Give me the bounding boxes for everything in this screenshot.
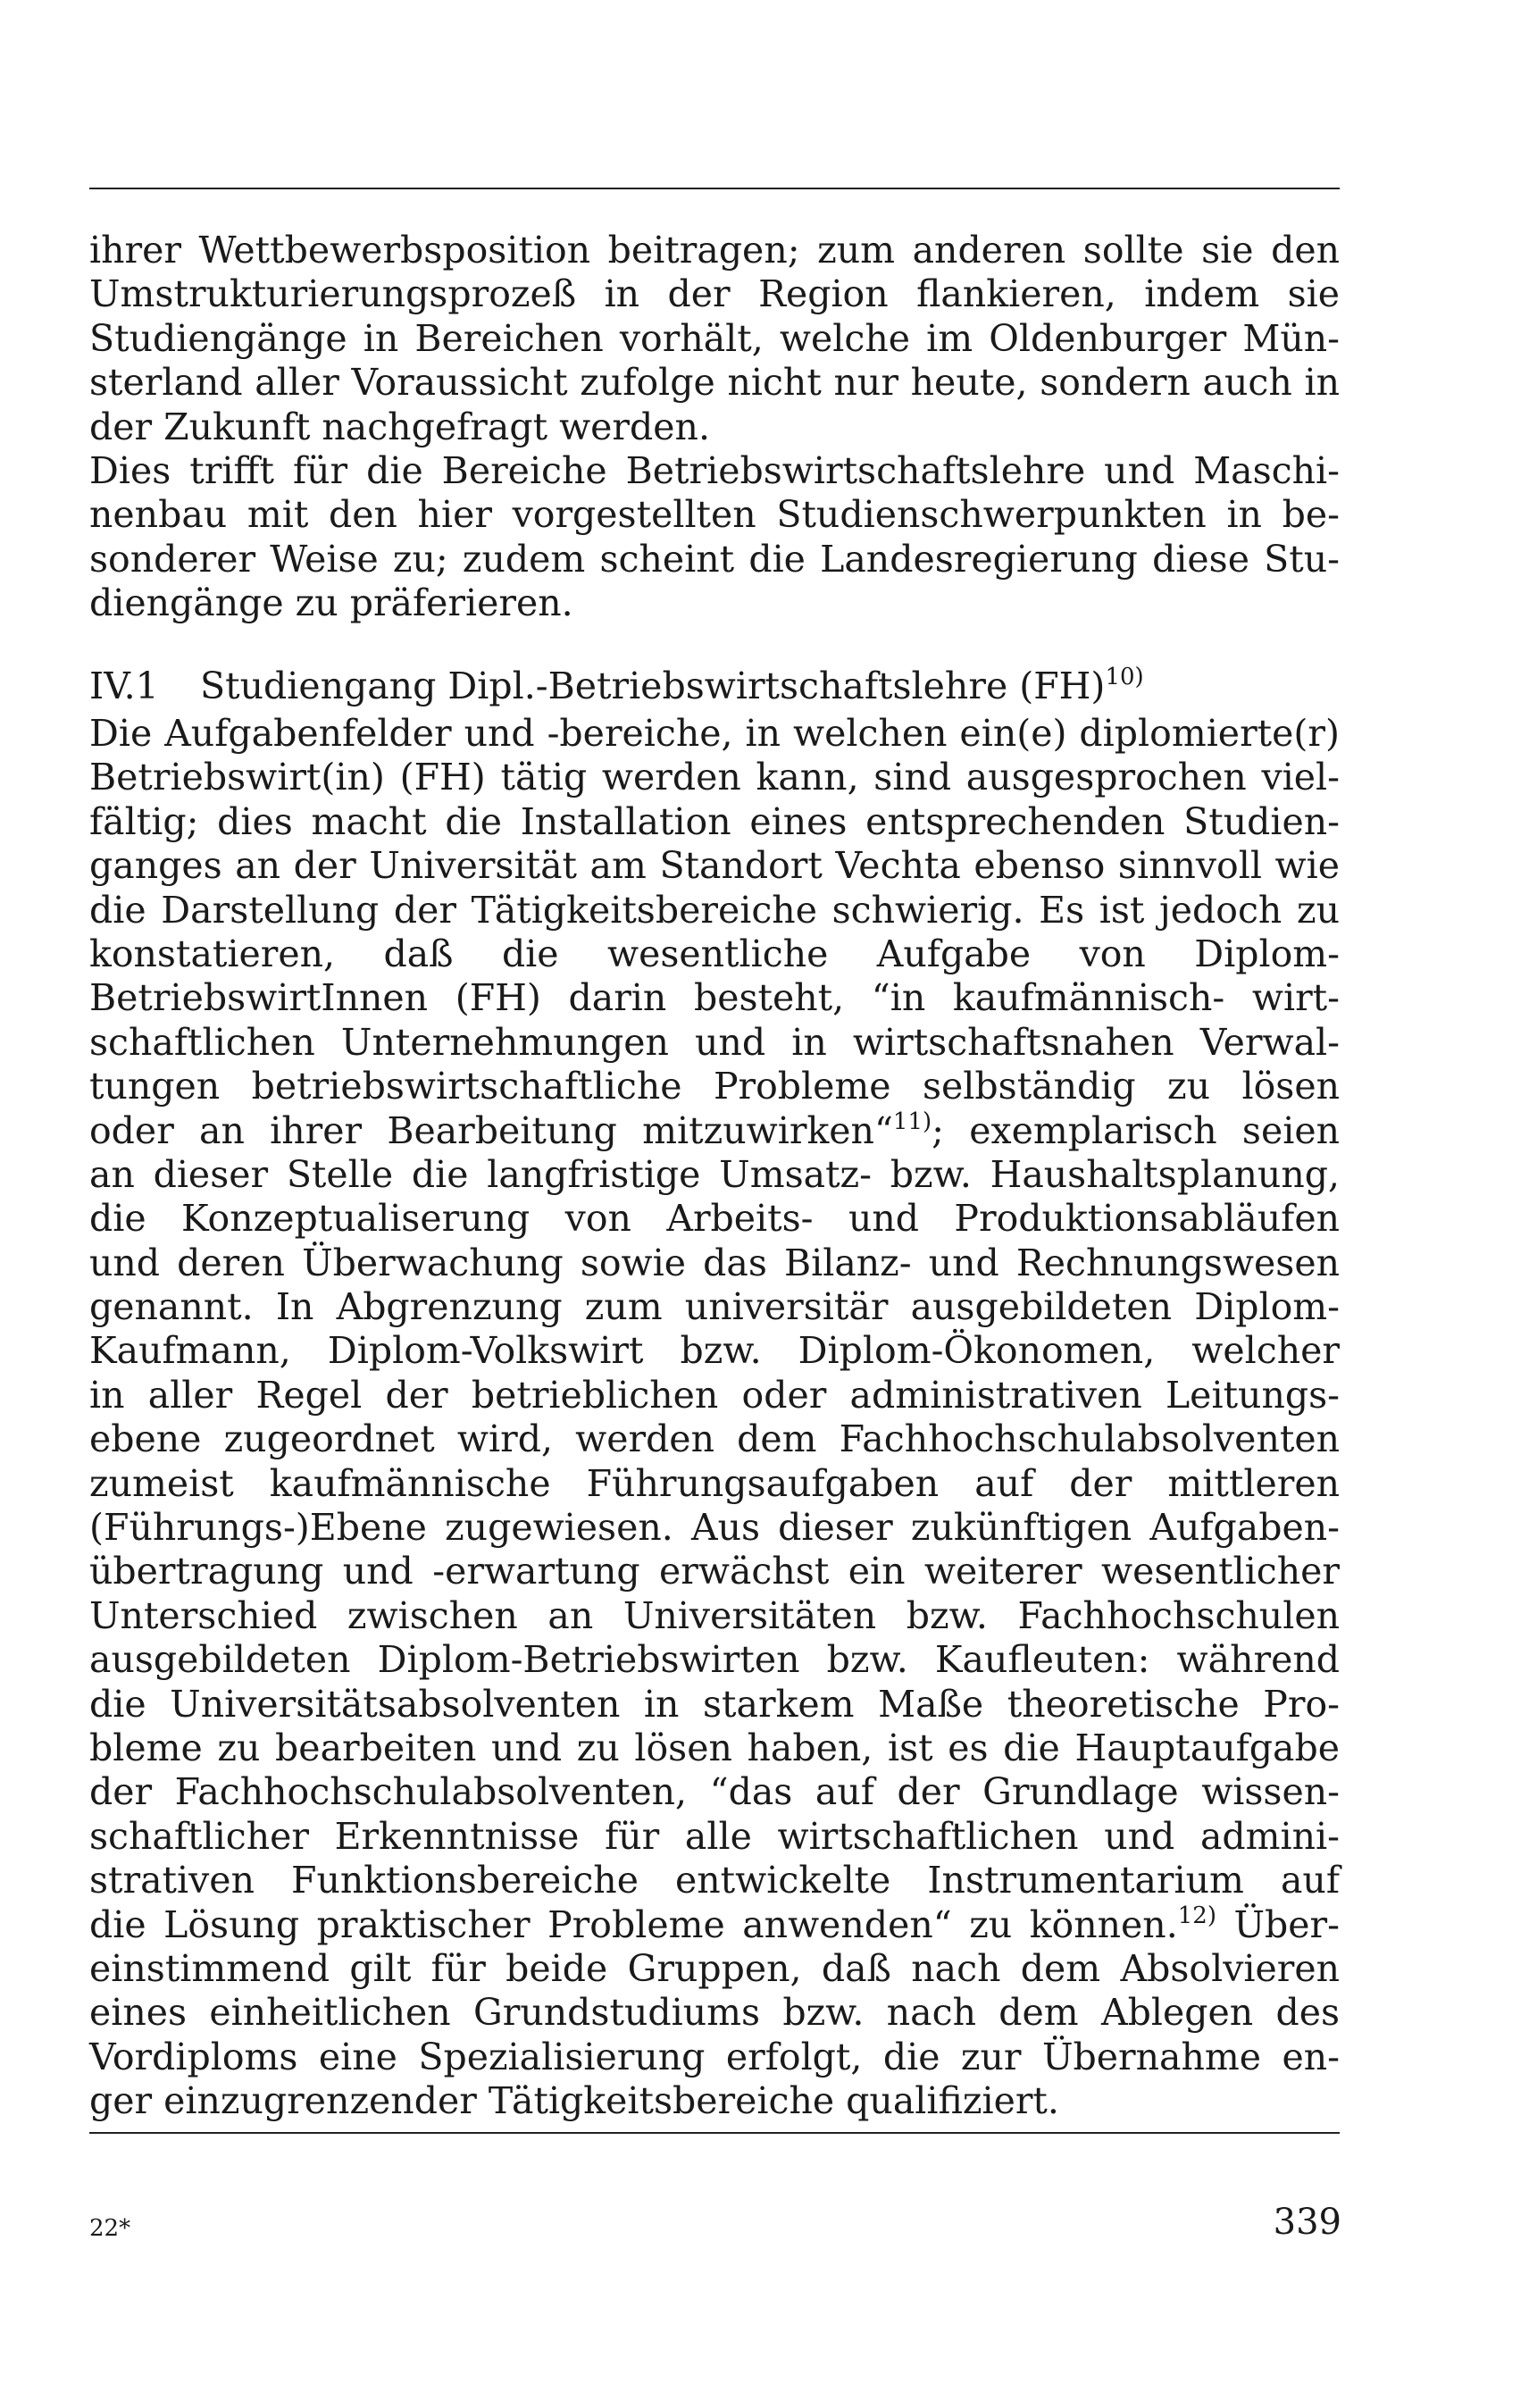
body-line: der Fachhochschulabsolventen, “das auf der Grundlage wissen- (89, 1770, 1340, 1814)
body-line: Kaufmann, Diplom-Volkswirt bzw. Diplom-Ökonomen, welcher (89, 1329, 1340, 1373)
body-line: genannt. In Abgrenzung zum universitär ausgebildeten Diplom- (89, 1285, 1340, 1329)
body-line: ganges an der Universität am Standort Vechta ebenso sinnvoll wie (89, 844, 1340, 888)
body-line: und deren Überwachung sowie das Bilanz- und Rechnungswesen (89, 1241, 1340, 1284)
body-line: Dies trifft für die Bereiche Betriebswirtschaftslehre und Maschi- (89, 448, 1340, 492)
body-line: nenbau mit den hier vorgestellten Studienschwerpunkten in be- (89, 493, 1340, 537)
section-heading (89, 661, 1340, 711)
body-line: Unterschied zwischen an Universitäten bzw. Fachhochschulen (89, 1593, 1340, 1637)
footnote-ref: 11) (892, 1108, 932, 1135)
body-line: Umstrukturierungsprozeß in der Region flankieren, indem sie (89, 272, 1340, 316)
body-line: die Universitätsabsolventen in starkem Maße theoretische Pro- (89, 1682, 1340, 1726)
body-line: Vordiploms eine Spezialisierung erfolgt, die zur Übernahme en- (89, 2035, 1340, 2078)
footnote-ref: 10) (1105, 664, 1144, 690)
top-rule (89, 188, 1340, 189)
body-line: ger einzugrenzender Tätigkeitsbereiche qualifiziert. (89, 2079, 1059, 2123)
body-text: die Lösung praktischer Probleme anwenden“ zu können. (89, 1902, 1178, 1946)
body-line (89, 1903, 1340, 1947)
body-line: die Darstellung der Tätigkeitsbereiche schwierig. Es ist jedoch zu (89, 888, 1340, 932)
body-line: schaftlichen Unternehmungen und in wirtschaftsnahen Verwal- (89, 1020, 1340, 1064)
footnote-ref: 12) (1177, 1902, 1216, 1929)
body-line: konstatieren, daß die wesentliche Aufgabe von Diplom- (89, 932, 1340, 975)
body-text: Über- (1216, 1902, 1340, 1946)
body-line: Studiengänge in Bereichen vorhält, welche im Oldenburger Mün- (89, 316, 1340, 360)
body-line (89, 1109, 1340, 1153)
body-line: ebene zugeordnet wird, werden dem Fachhochschulabsolventen (89, 1417, 1340, 1461)
body-line: an dieser Stelle die langfristige Umsatz- bzw. Haushaltsplanung, (89, 1152, 1340, 1196)
body-line: zumeist kaufmännische Führungsaufgaben auf der mittleren (89, 1461, 1340, 1505)
body-line: in aller Regel der betrieblichen oder administrativen Leitungs- (89, 1373, 1340, 1417)
body-line: ihrer Wettbewerbsposition beitragen; zum anderen sollte sie den (89, 229, 1340, 272)
body-line: schaftlicher Erkenntnisse für alle wirtschaftlichen und admini- (89, 1814, 1340, 1858)
section-title: Studiengang Dipl.-Betriebswirtschaftslehre (FH) (200, 665, 1106, 707)
body-line: diengänge zu präferieren. (89, 581, 573, 625)
page-number: 339 (1273, 2202, 1341, 2243)
body-text: ; exemplarisch seien (932, 1108, 1340, 1152)
body-line: (Führungs-)Ebene zugewiesen. Aus dieser zukünftigen Aufgaben- (89, 1506, 1340, 1550)
body-line: strativen Funktionsbereiche entwickelte Instrumentarium auf (89, 1859, 1340, 1902)
section-number: IV.1 (89, 665, 159, 707)
body-line: die Konzeptualiserung von Arbeits- und Produktionsabläufen (89, 1197, 1340, 1241)
section-body (89, 712, 1340, 2124)
body-line: Die Aufgabenfelder und -bereiche, in welchen ein(e) diplomierte(r) (89, 712, 1340, 755)
body-line: übertragung und -erwartung erwächst ein weiterer wesentlicher (89, 1550, 1340, 1593)
intro-paragraphs (89, 229, 1340, 626)
body-line: einstimmend gilt für beide Gruppen, daß nach dem Absolvieren (89, 1946, 1340, 1990)
signature-mark: 22* (89, 2215, 131, 2242)
body-line: eines einheitlichen Grundstudiums bzw. nach dem Ablegen des (89, 1991, 1340, 2035)
body-line: ausgebildeten Diplom-Betriebswirten bzw. Kaufleuten: während (89, 1638, 1340, 1682)
bottom-rule (89, 2132, 1340, 2134)
body-line: fältig; dies macht die Installation eines entsprechenden Studien- (89, 799, 1340, 843)
body-line: der Zukunft nachgefragt werden. (89, 405, 710, 448)
body-line: bleme zu bearbeiten und zu lösen haben, ist es die Hauptaufgabe (89, 1726, 1340, 1769)
body-line: BetriebswirtInnen (FH) darin besteht, “in kaufmännisch- wirt- (89, 976, 1340, 1020)
body-line: tungen betriebswirtschaftliche Probleme selbständig zu lösen (89, 1065, 1340, 1108)
body-line: sonderer Weise zu; zudem scheint die Landesregierung diese Stu- (89, 537, 1340, 581)
body-line: sterland aller Voraussicht zufolge nicht nur heute, sondern auch in (89, 361, 1340, 405)
body-text: oder an ihrer Bearbeitung mitzuwirken“ (89, 1108, 893, 1152)
body-line: Betriebswirt(in) (FH) tätig werden kann, sind ausgesprochen viel- (89, 756, 1340, 799)
